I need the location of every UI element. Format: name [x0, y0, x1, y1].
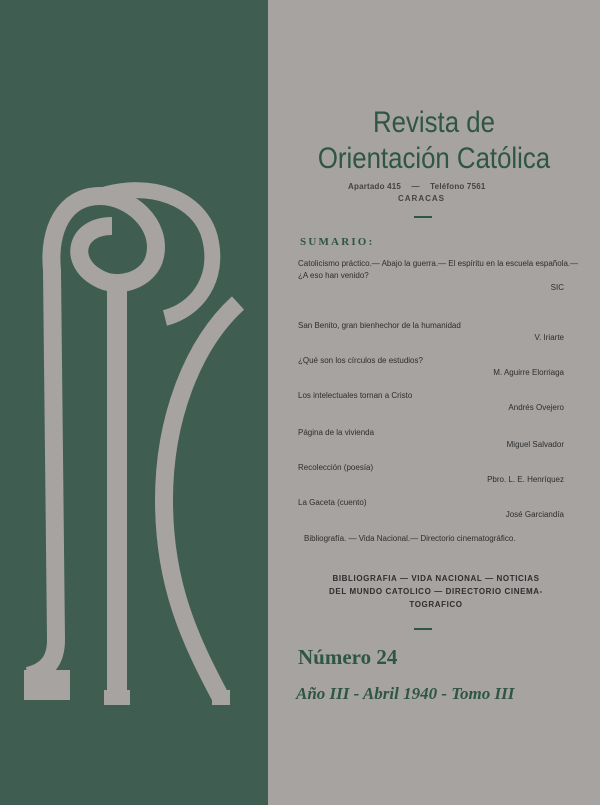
entry-author: Pbro. L. E. Henríquez	[487, 475, 564, 484]
entry-title: La Gaceta (cuento)	[298, 498, 367, 507]
divider-dash	[414, 216, 432, 218]
issue-number: Número 24	[298, 645, 398, 669]
sic-monogram-logo	[0, 0, 268, 805]
sumario-entry	[298, 427, 588, 451]
sumario-entry	[298, 462, 588, 486]
sumario-entry	[298, 390, 588, 414]
entry-title: San Benito, gran bienhechor de la humanidad	[298, 321, 461, 330]
cover-left-panel	[0, 0, 268, 805]
sections-line-3: TOGRAFICO	[409, 600, 463, 609]
entry-author: Miguel Salvador	[506, 440, 564, 449]
cover-right-panel	[268, 0, 600, 805]
divider-dash	[414, 628, 432, 630]
sumario-entry	[304, 533, 574, 545]
contact-line	[348, 182, 494, 191]
phone: Teléfono 7561	[430, 182, 486, 191]
contact-separator: —	[411, 182, 420, 191]
entry-author: SIC	[550, 283, 564, 292]
entry-author: M. Aguirre Elorriaga	[493, 368, 564, 377]
title-line-1: Revista de	[373, 106, 495, 139]
title-line-2: Orientación Católica	[317, 142, 551, 175]
sumario-entry	[298, 355, 588, 379]
sumario-entry	[298, 320, 588, 344]
entry-author: José Garciandía	[505, 510, 564, 519]
entry-title: Bibliografía. — Vida Nacional.— Directorio cinematográfico.	[304, 534, 516, 543]
city: CARACAS	[398, 194, 445, 203]
sumario-heading: SUMARIO:	[300, 236, 375, 248]
entry-title: Catolicismo práctico.— Abajo la guerra.— El espíritu en la escuela española.— ¿A eso han venido?	[298, 259, 579, 280]
address: Apartado 415	[348, 182, 402, 191]
sections-line-1: BIBLIOGRAFIA — VIDA NACIONAL — NOTICIAS	[332, 574, 540, 583]
sumario-entry	[298, 258, 588, 294]
sumario-entry	[298, 497, 588, 521]
entry-title: Recolección (poesía)	[298, 463, 374, 472]
entry-author: V. Iriarte	[534, 333, 564, 342]
sections-line-2: DEL MUNDO CATOLICO — DIRECTORIO CINEMA-	[329, 587, 543, 596]
entry-title: ¿Qué son los círculos de estudios?	[298, 356, 423, 365]
entry-title: Los intelectuales tornan a Cristo	[298, 391, 413, 400]
issue-date: Año III - Abril 1940 - Tomo III	[296, 684, 515, 703]
entry-title: Página de la vivienda	[298, 428, 375, 437]
entry-author: Andrés Ovejero	[508, 403, 564, 412]
